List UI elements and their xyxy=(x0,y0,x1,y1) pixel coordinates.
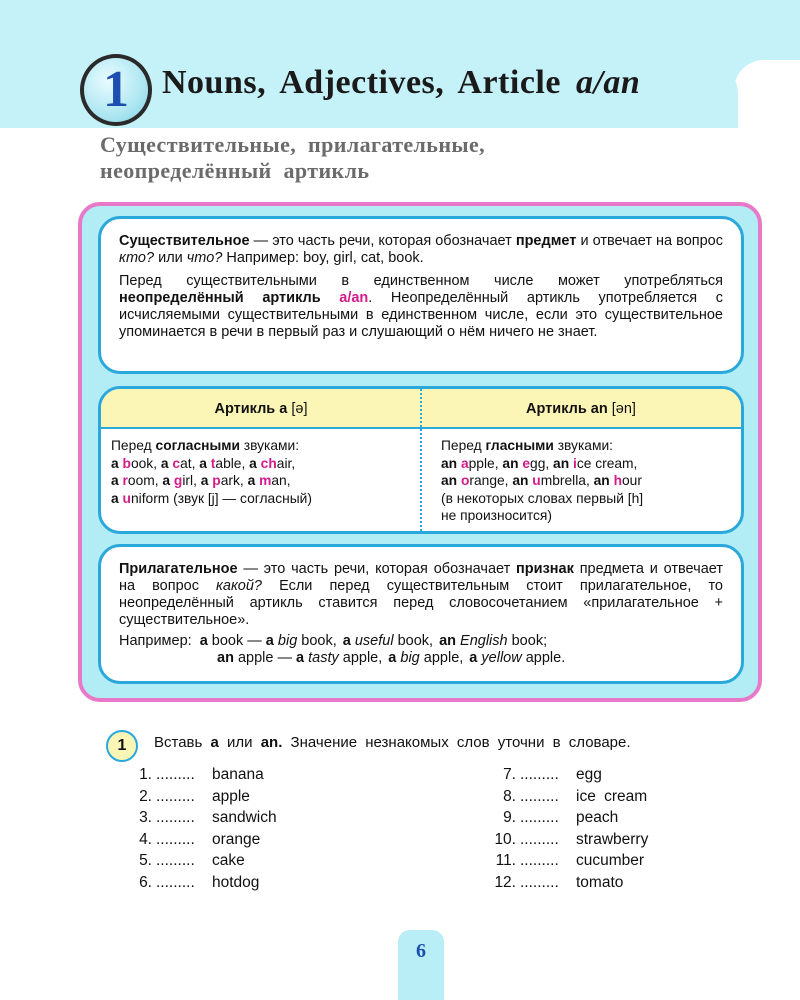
example-line xyxy=(111,472,411,490)
item-word: hotdog xyxy=(212,873,260,891)
question-what: что? xyxy=(186,250,223,266)
sound: a xyxy=(460,455,469,471)
sound: p xyxy=(212,473,221,488)
text: an, xyxy=(271,473,291,488)
sound: m xyxy=(259,473,272,488)
intro xyxy=(441,437,731,455)
text: или xyxy=(154,250,187,266)
term-noun: Существительное xyxy=(119,233,250,249)
exercise-item xyxy=(126,807,277,829)
article: a xyxy=(162,473,174,488)
exercise-item xyxy=(490,786,648,808)
item-word: peach xyxy=(576,809,619,827)
article: a xyxy=(111,473,123,488)
article: a xyxy=(111,455,123,471)
text: Если перед существительным стоит прилагательное, то неопределённый артикль ставится перед словосочетанием «прилагательное + существительное». xyxy=(119,578,723,628)
noun-definition xyxy=(119,233,723,267)
exercise-list-right xyxy=(490,764,648,894)
sound: u xyxy=(532,473,541,488)
adjective: big xyxy=(273,633,298,649)
sound: c xyxy=(172,455,181,471)
exercise-item xyxy=(490,872,648,894)
header-notch xyxy=(734,60,800,128)
keyword-attribute: признак xyxy=(516,561,574,577)
adjective-examples xyxy=(119,633,723,667)
item-word: banana xyxy=(212,766,264,783)
text: предмета и отвечает на вопрос xyxy=(119,561,723,594)
item-word: egg xyxy=(576,766,602,783)
exercise-item xyxy=(490,764,648,786)
text: pple, xyxy=(468,455,503,471)
exercise-item xyxy=(490,807,648,829)
example xyxy=(337,633,439,649)
text: apple. xyxy=(521,650,566,666)
exercise-item xyxy=(126,786,277,808)
example xyxy=(200,633,337,649)
item-word: strawberry xyxy=(576,830,649,848)
adjective-definition xyxy=(119,561,723,629)
exercise-item xyxy=(126,872,277,894)
text: mbrella, xyxy=(540,473,594,488)
text: Вставь xyxy=(154,734,211,751)
article: a xyxy=(342,633,351,649)
article: a xyxy=(388,650,397,666)
intro xyxy=(111,437,411,455)
item-number: 5. xyxy=(139,852,152,870)
text: range, xyxy=(469,473,513,488)
example-line xyxy=(111,490,411,508)
note-line: (в некоторых словах первый [h] xyxy=(441,490,644,506)
text: niform (звук [j] — согласный) xyxy=(130,490,312,506)
adjective-rule-box xyxy=(98,544,744,684)
sound: ch xyxy=(260,455,277,471)
example-line xyxy=(119,650,723,667)
text: book; xyxy=(507,633,548,649)
article-an-column xyxy=(441,437,731,525)
chapter-subtitle xyxy=(100,132,720,184)
answer-blank[interactable]: ......... xyxy=(156,809,195,827)
text: Значение незнакомых слов уточни в словаре. xyxy=(282,734,631,751)
article: a xyxy=(160,455,173,471)
article: an xyxy=(217,650,234,666)
chapter-title xyxy=(162,64,640,102)
keyword-vowel: гласными xyxy=(485,438,554,453)
article: a xyxy=(279,401,288,417)
article-usage-text xyxy=(119,273,723,341)
transcription: [ə] xyxy=(291,401,308,417)
question-who: кто? xyxy=(119,250,155,266)
item-word: sandwich xyxy=(212,809,277,827)
noun-rule-box xyxy=(98,216,744,374)
exercise-item xyxy=(126,829,277,851)
sound: t xyxy=(210,455,216,471)
text: . Неопределённый артикль употребляется с исчисляемыми существительными в единственном числе, если это существительное упоминается в речи в первый раз и слушающий о нём ничего не знает. xyxy=(119,290,724,340)
adjective: useful xyxy=(350,633,394,649)
item-number: 6. xyxy=(139,873,152,891)
answer-blank[interactable]: ......... xyxy=(520,873,559,891)
chapter-title-article: a/an xyxy=(575,64,641,101)
sound: u xyxy=(122,490,131,506)
term-adjective: Прилагательное xyxy=(119,561,238,577)
article: a xyxy=(469,650,478,666)
keyword-object: предмет xyxy=(515,233,577,249)
sound: i xyxy=(572,455,577,471)
answer-blank[interactable]: ......... xyxy=(156,830,195,848)
answer-blank[interactable]: ......... xyxy=(156,852,195,870)
sound: h xyxy=(613,473,622,488)
article: a xyxy=(111,490,123,506)
text: ark, xyxy=(220,473,248,488)
text: book — xyxy=(207,633,266,649)
adjective: yellow xyxy=(477,650,522,666)
item-number: 1. xyxy=(139,766,152,783)
text: Перед xyxy=(111,438,156,453)
exercise-number: 1 xyxy=(106,730,138,762)
answer-blank[interactable]: ......... xyxy=(520,830,559,848)
exercise-item xyxy=(490,850,648,872)
text: at, xyxy=(180,455,200,471)
text: Артикль xyxy=(526,401,591,417)
example xyxy=(469,650,565,666)
text: Перед существительными в единственном числе может употребляться xyxy=(119,273,723,289)
text: able, xyxy=(215,455,250,471)
page-number-tab xyxy=(398,930,444,1000)
question-which: какой? xyxy=(216,578,262,594)
exercise-item xyxy=(490,829,648,851)
text: apple — xyxy=(233,650,296,666)
item-word: tomato xyxy=(576,873,624,891)
article: an xyxy=(593,473,614,488)
answer-blank[interactable]: ......... xyxy=(520,809,559,827)
article: an xyxy=(439,633,456,649)
column-divider xyxy=(420,389,422,531)
article: a xyxy=(199,455,211,471)
text: gg, xyxy=(530,455,554,471)
text: our xyxy=(622,473,642,488)
term-indefinite-article: неопределённый артикль xyxy=(119,290,340,306)
text: ook, xyxy=(130,455,161,471)
article: an xyxy=(502,455,523,471)
text: apple, xyxy=(419,650,464,666)
item-word: apple xyxy=(212,787,250,805)
article: a xyxy=(249,455,261,471)
examples-label: Например: xyxy=(119,633,192,649)
article: a xyxy=(200,473,213,488)
exercise-item xyxy=(126,764,277,786)
article: a xyxy=(247,473,260,488)
item-number: 12. xyxy=(494,873,516,891)
item-number: 9. xyxy=(503,809,516,827)
answer-blank[interactable]: ......... xyxy=(156,787,195,805)
answer-blank[interactable]: ......... xyxy=(156,766,195,783)
item-number: 8. xyxy=(503,787,516,805)
text: air, xyxy=(276,455,296,471)
article: an xyxy=(512,473,533,488)
sound: e xyxy=(522,455,531,471)
text: и отвечает на вопрос xyxy=(576,233,723,249)
example-line xyxy=(441,455,731,473)
example xyxy=(217,650,382,666)
transcription: [ən] xyxy=(611,401,636,417)
text: book, xyxy=(393,633,434,649)
article: a xyxy=(210,734,219,751)
answer-blank[interactable]: ......... xyxy=(520,766,559,783)
article: a xyxy=(199,633,208,649)
item-word: ice cream xyxy=(576,787,648,805)
text: apple, xyxy=(338,650,383,666)
text: Например: boy, girl, cat, book. xyxy=(222,250,424,266)
article-a-an: a/an xyxy=(339,290,369,306)
page-number: 6 xyxy=(416,940,426,962)
article: an xyxy=(590,401,608,417)
article-a-column xyxy=(111,437,411,507)
exercise-item xyxy=(126,850,277,872)
text: oom, xyxy=(127,473,163,488)
adjective: tasty xyxy=(304,650,339,666)
text: или xyxy=(218,734,261,751)
exercise-instruction xyxy=(154,734,631,751)
item-number: 3. xyxy=(139,809,152,827)
sound: g xyxy=(173,473,183,488)
text: ce cream, xyxy=(576,455,638,471)
item-word: cucumber xyxy=(576,852,645,870)
article: an xyxy=(441,473,461,488)
adjective: big xyxy=(396,650,420,666)
text: звуками: xyxy=(239,438,300,453)
example xyxy=(382,650,469,666)
item-number: 11. xyxy=(495,852,516,870)
item-number: 10. xyxy=(494,830,516,848)
item-word: cake xyxy=(212,852,245,870)
sound: o xyxy=(460,473,470,488)
text: звуками: xyxy=(553,438,613,453)
subtitle-line-2: неопределённый артикль xyxy=(100,158,370,183)
sound: r xyxy=(122,473,128,488)
text: — это часть речи, которая обозначает xyxy=(237,561,517,577)
note-line: не произносится) xyxy=(441,508,553,523)
answer-blank[interactable]: ......... xyxy=(520,852,559,870)
item-number: 7. xyxy=(503,766,516,783)
article: an xyxy=(553,455,573,471)
adjective: English xyxy=(456,633,508,649)
answer-blank[interactable]: ......... xyxy=(156,873,195,891)
example-line xyxy=(441,472,731,490)
keyword-consonant: согласными xyxy=(155,438,240,453)
header-article-a xyxy=(101,389,421,429)
example-line xyxy=(119,633,723,650)
header-article-an xyxy=(421,389,741,429)
item-number: 2. xyxy=(139,787,152,805)
item-number: 4. xyxy=(139,830,152,848)
text: book, xyxy=(297,633,337,649)
example xyxy=(439,633,547,649)
article: a xyxy=(296,650,305,666)
answer-blank[interactable]: ......... xyxy=(520,787,559,805)
exercise-list-left xyxy=(126,764,277,894)
text: — это часть речи, которая обозначает xyxy=(249,233,516,249)
text: Артикль xyxy=(214,401,280,417)
subtitle-line-1: Существительные, прилагательные, xyxy=(100,132,486,157)
example-line xyxy=(111,455,411,473)
article-table xyxy=(98,386,744,534)
chapter-badge xyxy=(80,54,152,126)
article: an. xyxy=(260,734,283,751)
chapter-number: 1 xyxy=(84,58,148,122)
text: irl, xyxy=(182,473,201,488)
sound: b xyxy=(122,455,131,471)
article: a xyxy=(265,633,274,649)
text: Перед xyxy=(441,438,486,453)
item-word: orange xyxy=(212,830,261,848)
article: an xyxy=(441,455,461,471)
chapter-title-main: Nouns, Adjectives, Article xyxy=(162,64,576,101)
